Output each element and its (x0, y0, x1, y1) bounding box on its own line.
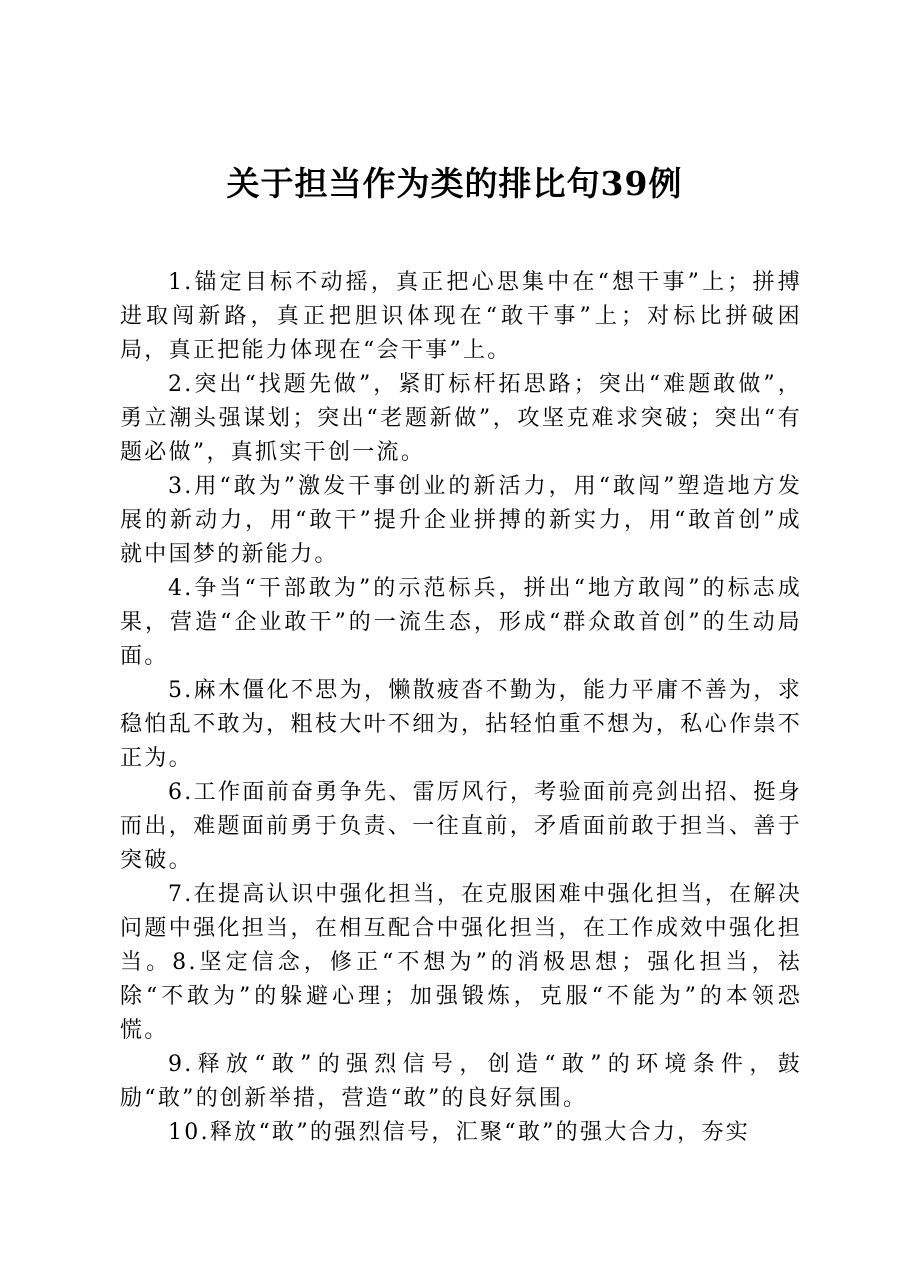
paragraph-6: 6.工作面前奋勇争先、雷厉风行，考验面前亮剑出招、挺身而出，难题面前勇于负责、一往直前，矛盾面前敢于担当、善于突破。 (120, 780, 802, 873)
paragraph-3: 3.用“敢为”激发干事创业的新活力，用“敢闯”塑造地方发展的新动力，用“敢干”提升企业拼搏的新实力，用“敢首创”成就中国梦的新能力。 (120, 474, 802, 567)
paragraph-5: 5.麻木僵化不思为，懒散疲沓不勤为，能力平庸不善为，求稳怕乱不敢为，粗枝大叶不细为，拈轻怕重不想为，私心作祟不正为。 (120, 678, 802, 771)
document-body (120, 266, 802, 1150)
paragraph-1: 1.锚定目标不动摇，真正把心思集中在“想干事”上；拼搏进取闯新路，真正把胆识体现在“敢干事”上；对标比拼破困局，真正把能力体现在“会干事”上。 (120, 270, 802, 363)
paragraph-7-8: 7.在提高认识中强化担当，在克服困难中强化担当，在解决问题中强化担当，在相互配合中强化担当，在工作成效中强化担当。8.坚定信念，修正“不想为”的消极思想；强化担当，祛除“不敢为”的躲避心理；加强锻炼，克服“不能为”的本领恐慌。 (120, 882, 802, 1043)
paragraph-10: 10.释放“敢”的强烈信号，汇聚“敢”的强大合力，夯实 (168, 1120, 751, 1145)
paragraph-4: 4.争当“干部敢为”的示范标兵，拼出“地方敢闯”的标志成果，营造“企业敢干”的一流生态，形成“群众敢首创”的生动局面。 (120, 576, 802, 669)
paragraph-2: 2.突出“找题先做”，紧盯标杆拓思路；突出“难题敢做”，勇立潮头强谋划；突出“老题新做”，攻坚克难求突破；突出“有题必做”，真抓实干创一流。 (120, 372, 802, 465)
document-title: 关于担当作为类的排比句39例 (226, 164, 683, 203)
paragraph-9: 9.释放“敢”的强烈信号，创造“敢”的环境条件，鼓励“敢”的创新举措，营造“敢”的良好氛围。 (120, 1052, 802, 1111)
